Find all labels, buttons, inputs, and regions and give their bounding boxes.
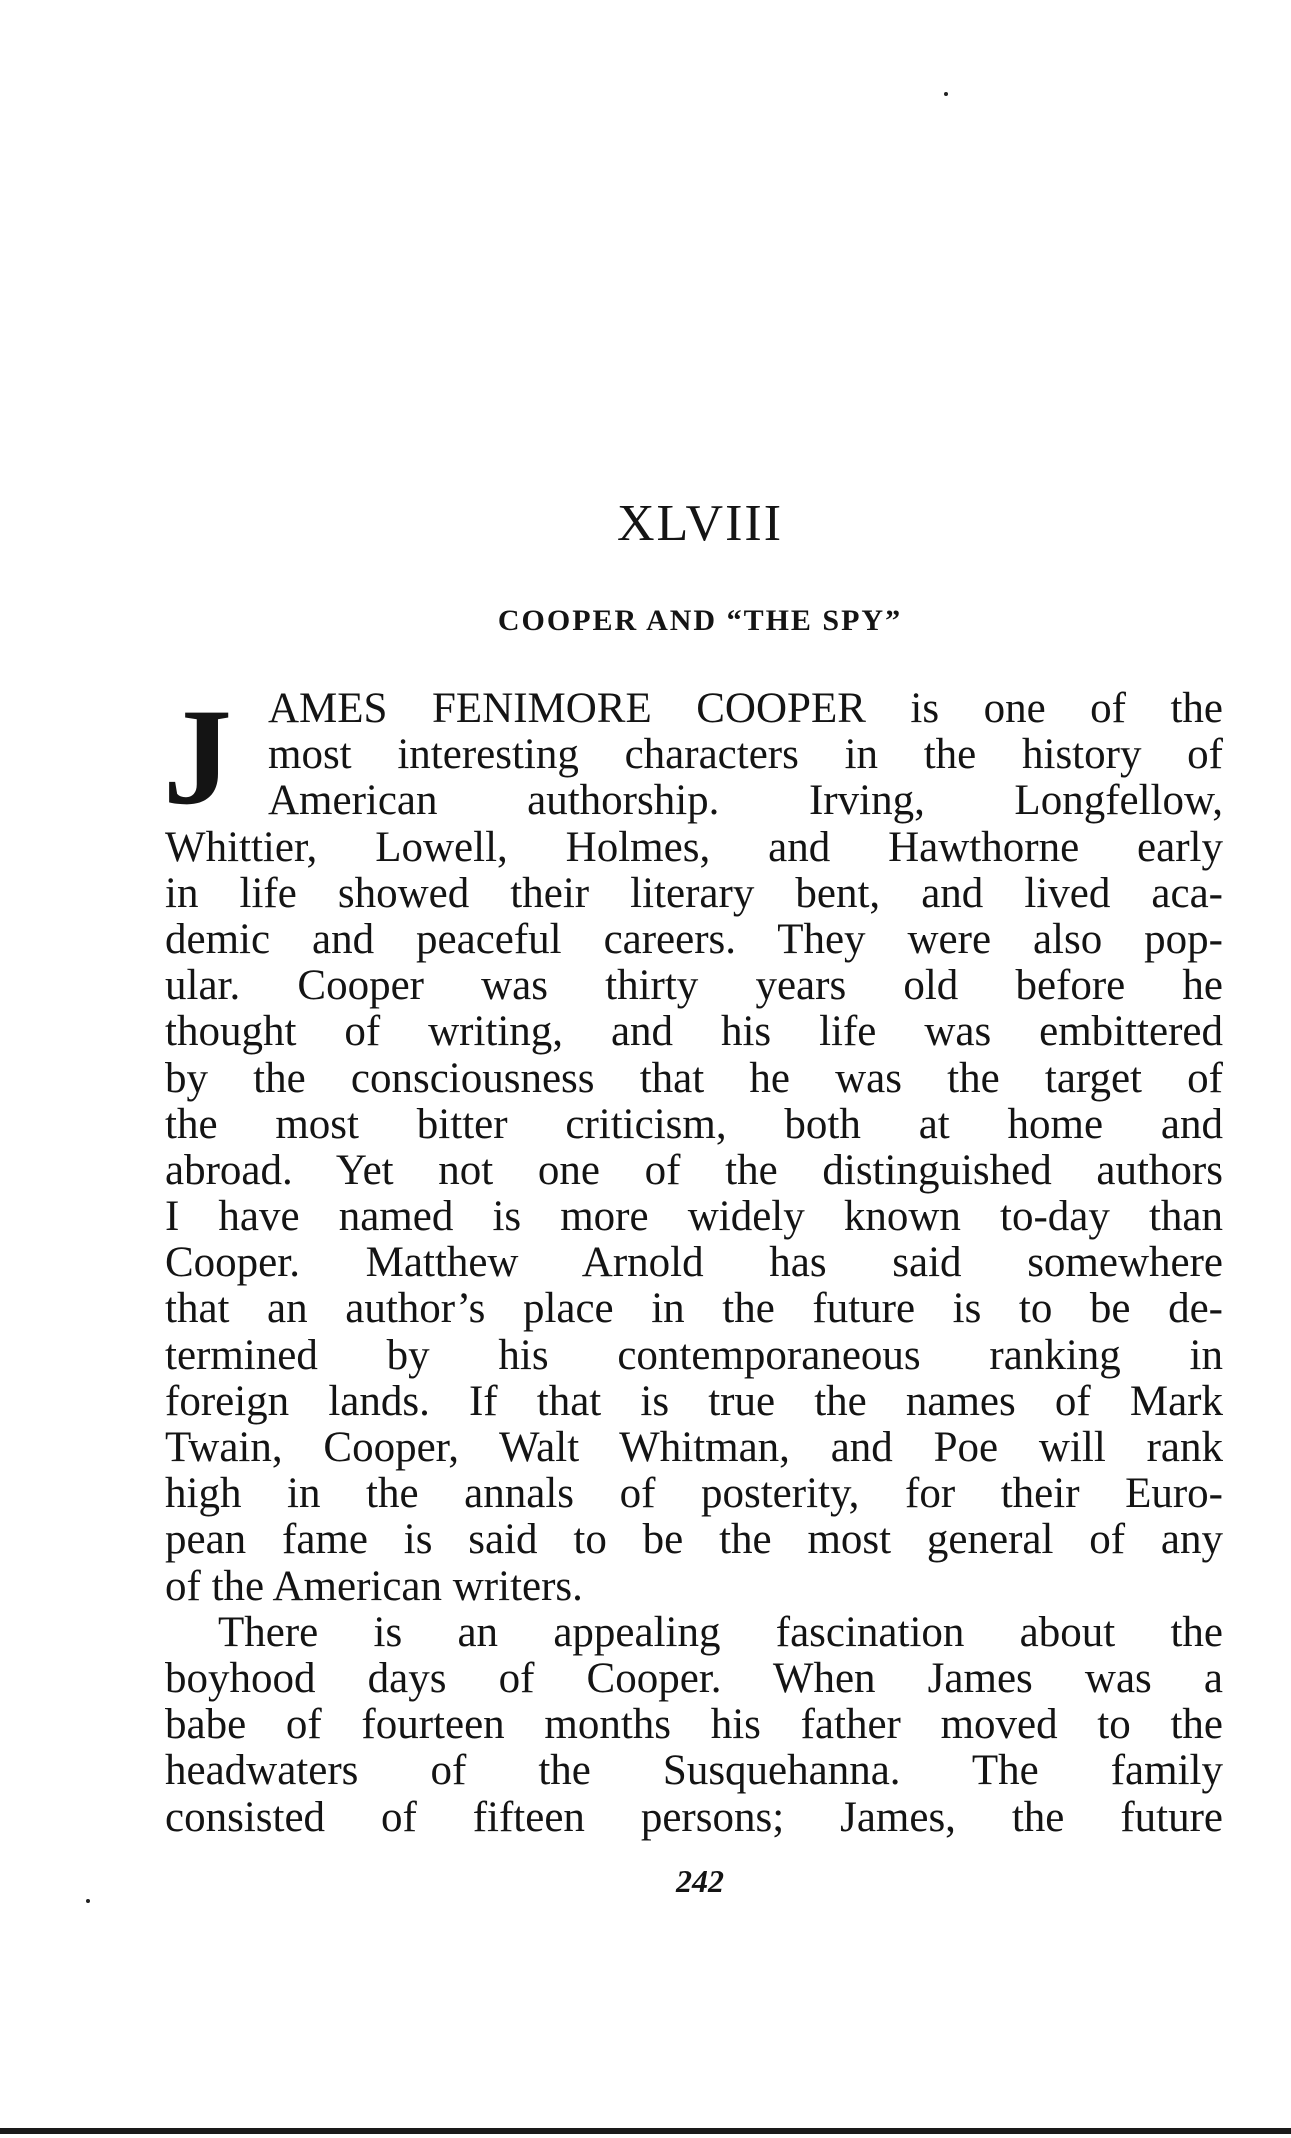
text-line: thought of writing, and his life was embittered bbox=[165, 1008, 1223, 1056]
text-line: Whittier, Lowell, Holmes, and Hawthorne early bbox=[165, 823, 1223, 871]
page-number: 242 bbox=[676, 1863, 724, 1899]
text-line: headwaters of the Susquehanna. The family bbox=[165, 1747, 1223, 1795]
text-line: that an author’s place in the future is to be de- bbox=[165, 1285, 1223, 1333]
text-line: of the American writers. bbox=[165, 1562, 583, 1610]
text-line: boyhood days of Cooper. When James was a bbox=[165, 1654, 1223, 1702]
text-line: foreign lands. If that is true the names of Mark bbox=[165, 1377, 1223, 1425]
text-line: the most bitter criticism, both at home and bbox=[165, 1100, 1223, 1148]
text-line: abroad. Yet not one of the distinguished authors bbox=[165, 1146, 1223, 1194]
text-line: Twain, Cooper, Walt Whitman, and Poe will rank bbox=[165, 1424, 1223, 1471]
text-line: demic and peaceful careers. They were also pop- bbox=[165, 915, 1223, 963]
text-line: AMES FENIMORE COOPER is one of the bbox=[268, 685, 1223, 732]
text-line: Cooper. Matthew Arnold has said somewhere bbox=[165, 1239, 1223, 1287]
text-line: termined by his contemporaneous ranking in bbox=[165, 1331, 1223, 1379]
text-line: consisted of fifteen persons; James, the future bbox=[165, 1793, 1223, 1841]
body-text bbox=[163, 680, 1223, 1841]
text-line: most interesting characters in the history of bbox=[268, 731, 1223, 779]
text-line: ular. Cooper was thirty years old before he bbox=[165, 962, 1223, 1010]
chapter-title: COOPER AND “THE SPY” bbox=[497, 604, 903, 637]
scan-speck bbox=[944, 92, 948, 96]
text-line: pean fame is said to be the most general of any bbox=[165, 1516, 1223, 1564]
chapter-number: XLVIII bbox=[616, 495, 784, 552]
text-line: There is an appealing fascination about the bbox=[218, 1608, 1223, 1656]
text-line: high in the annals of posterity, for their Euro- bbox=[165, 1470, 1223, 1518]
text-line: American authorship. Irving, Longfellow, bbox=[268, 777, 1223, 825]
text-line: babe of fourteen months his father moved to the bbox=[165, 1701, 1223, 1749]
page-edge-rule bbox=[0, 2128, 1291, 2134]
text-line: by the consciousness that he was the target of bbox=[165, 1054, 1223, 1102]
scan-speck bbox=[86, 1899, 90, 1903]
drop-cap: J bbox=[163, 680, 232, 833]
text-line: I have named is more widely known to-day than bbox=[165, 1193, 1223, 1241]
text-line: in life showed their literary bent, and lived aca- bbox=[165, 869, 1223, 917]
